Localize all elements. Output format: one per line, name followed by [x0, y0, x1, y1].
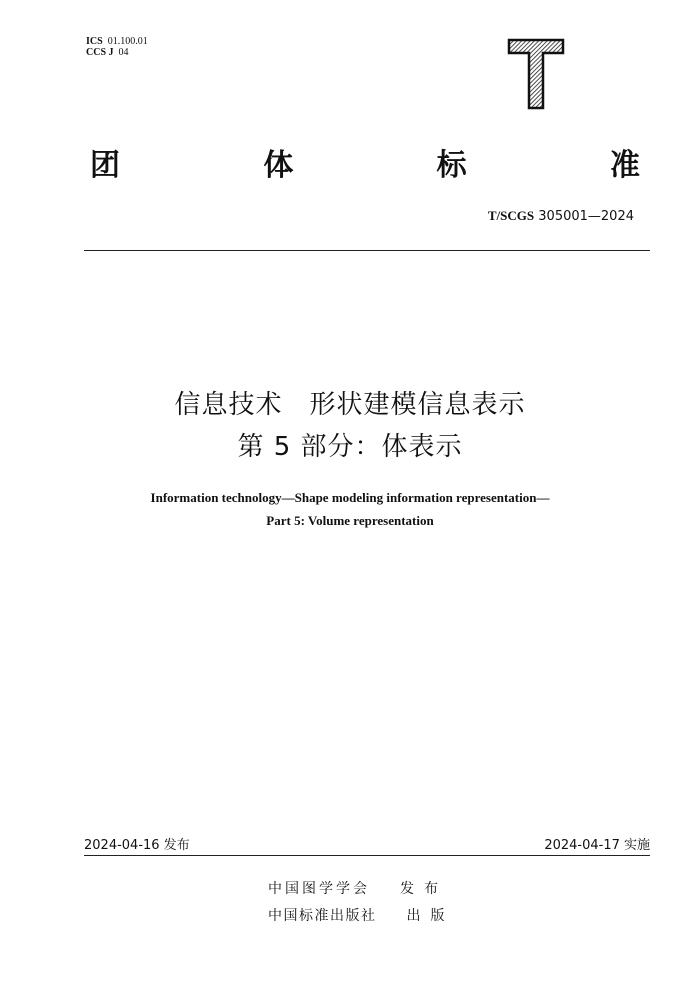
ccs-value: 04	[118, 47, 129, 58]
publisher-row-2	[268, 905, 455, 925]
ccs-label: CCS J	[86, 47, 114, 58]
english-title-line-1: Information technology—Shape modeling information representation—	[150, 490, 550, 505]
publishing-house: 中国标准出版社	[268, 908, 377, 924]
top-divider	[84, 250, 650, 251]
issuing-organization: 中国图学学会	[268, 881, 370, 897]
english-title-line-2: Part 5: Volume representation	[266, 513, 434, 528]
date-row	[84, 834, 650, 853]
ics-label: ICS	[86, 36, 103, 47]
bottom-divider	[84, 855, 650, 856]
ccs-line	[86, 47, 148, 58]
standard-type-logo	[507, 38, 565, 110]
publishing-role: 出版	[406, 908, 455, 924]
category-char-1: 团	[90, 148, 120, 183]
ics-value: 01.100.01	[107, 36, 148, 47]
chinese-title-line-2: 第 5 部分：体表示	[237, 432, 463, 462]
logo-letter: T	[536, 88, 537, 89]
standard-code	[488, 208, 634, 224]
effective-date: 2024-04-17 实施	[544, 838, 650, 853]
classification-codes	[86, 36, 148, 58]
standard-code-number: 305001—2024	[538, 209, 634, 224]
issue-date: 2024-04-16 发布	[84, 838, 190, 853]
document-category	[90, 140, 640, 184]
publisher-row-1	[268, 878, 448, 898]
category-char-4: 准	[609, 148, 640, 183]
issuing-role: 发布	[400, 881, 448, 897]
category-char-3: 标	[436, 148, 467, 183]
chinese-title-line-1: 信息技术 形状建模信息表示	[174, 390, 526, 420]
standard-code-prefix: T/SCGS	[487, 208, 535, 223]
category-char-2: 体	[263, 148, 294, 183]
ics-line	[86, 36, 148, 47]
